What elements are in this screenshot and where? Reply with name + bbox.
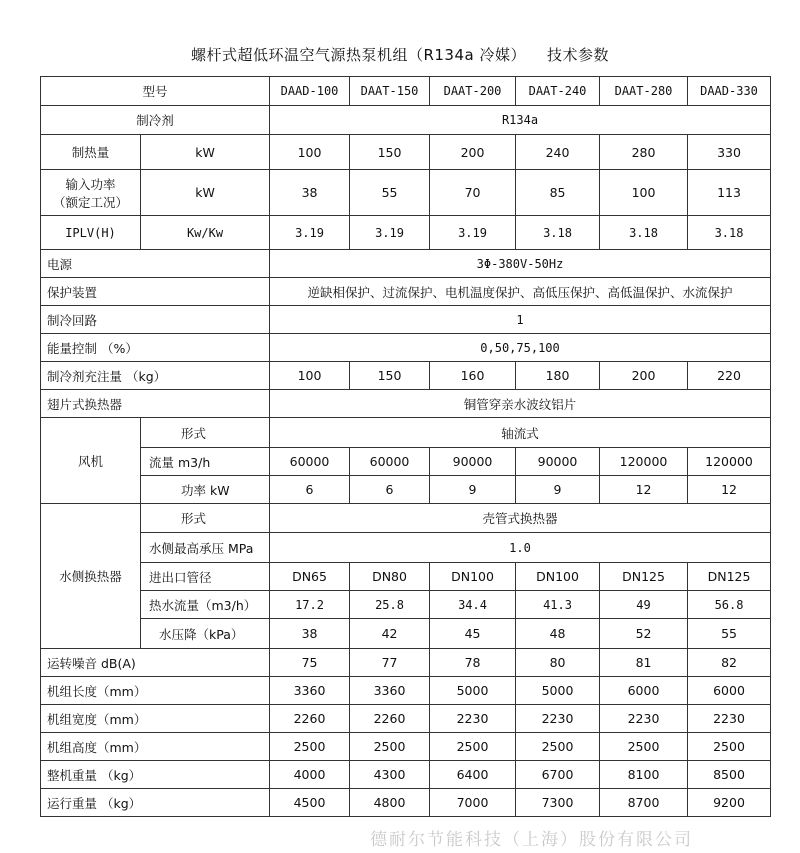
fan-flow-cell: 60000 (270, 448, 350, 476)
model-label: 型号 (41, 77, 270, 106)
fin-hx-value: 铜管穿亲水波纹铝片 (270, 390, 771, 418)
model-cell: DAAD-330 (688, 77, 771, 106)
row-height (41, 733, 771, 761)
row-protection (41, 278, 771, 306)
row-fan-power (41, 476, 771, 504)
water-pressure-value: 1.0 (270, 533, 771, 563)
iplv-cell: 3.18 (688, 216, 771, 250)
width-cell: 2260 (350, 705, 430, 733)
document-title: 螺杆式超低环温空气源热泵机组（R134a 冷媒） 技术参数 (190, 46, 610, 64)
row-fan-flow (41, 448, 771, 476)
heating-cell: 200 (430, 135, 516, 170)
length-label: 机组长度（mm） (41, 677, 270, 705)
weight-cell: 8100 (600, 761, 688, 789)
length-cell: 6000 (688, 677, 771, 705)
charge-cell: 150 (350, 362, 430, 390)
width-cell: 2230 (600, 705, 688, 733)
row-model (41, 77, 771, 106)
row-width (41, 705, 771, 733)
input-power-cell: 100 (600, 170, 688, 216)
heating-cell: 330 (688, 135, 771, 170)
weight-cell: 6400 (430, 761, 516, 789)
row-circuit (41, 306, 771, 334)
water-drop-cell: 42 (350, 619, 430, 649)
noise-cell: 78 (430, 649, 516, 677)
fan-flow-cell: 90000 (516, 448, 600, 476)
water-drop-cell: 48 (516, 619, 600, 649)
water-pipe-cell: DN125 (600, 563, 688, 591)
power-supply-value: 3Φ-380V-50Hz (270, 250, 771, 278)
fan-type-value: 轴流式 (270, 418, 771, 448)
water-pressure-label: 水侧最高承压 MPa (141, 533, 270, 563)
fan-power-cell: 9 (430, 476, 516, 504)
weight-label: 整机重量 （kg） (41, 761, 270, 789)
charge-cell: 100 (270, 362, 350, 390)
water-flow-cell: 49 (600, 591, 688, 619)
company-watermark: 德耐尔节能科技（上海）股份有限公司 (370, 830, 693, 850)
weight-cell: 4300 (350, 761, 430, 789)
row-fin-hx (41, 390, 771, 418)
noise-cell: 81 (600, 649, 688, 677)
operating-weight-cell: 8700 (600, 789, 688, 817)
width-cell: 2230 (516, 705, 600, 733)
height-cell: 2500 (430, 733, 516, 761)
fan-flow-cell: 90000 (430, 448, 516, 476)
refrigerant-value: R134a (270, 106, 771, 135)
water-flow-label: 热水流量（m3/h） (141, 591, 270, 619)
fan-power-cell: 12 (688, 476, 771, 504)
height-cell: 2500 (516, 733, 600, 761)
heating-cell: 150 (350, 135, 430, 170)
input-power-label (41, 170, 141, 216)
water-pipe-cell: DN65 (270, 563, 350, 591)
noise-cell: 77 (350, 649, 430, 677)
fan-power-cell: 12 (600, 476, 688, 504)
input-power-cell: 55 (350, 170, 430, 216)
power-supply-label: 电源 (41, 250, 270, 278)
model-cell: DAAD-100 (270, 77, 350, 106)
water-drop-label: 水压降（kPa） (141, 619, 270, 649)
iplv-label: IPLV(H) (41, 216, 141, 250)
water-flow-cell: 25.8 (350, 591, 430, 619)
protection-value: 逆缺相保护、过流保护、电机温度保护、高低压保护、高低温保护、水流保护 (270, 278, 771, 306)
spec-table (40, 76, 771, 817)
water-hx-label: 水侧换热器 (41, 504, 141, 649)
noise-label: 运转噪音 dB(A) (41, 649, 270, 677)
input-power-cell: 70 (430, 170, 516, 216)
row-water-flow (41, 591, 771, 619)
row-operating-weight (41, 789, 771, 817)
iplv-unit: Kw/Kw (141, 216, 270, 250)
iplv-cell: 3.18 (516, 216, 600, 250)
height-cell: 2500 (600, 733, 688, 761)
length-cell: 5000 (516, 677, 600, 705)
circuit-value: 1 (270, 306, 771, 334)
row-fan-type (41, 418, 771, 448)
row-length (41, 677, 771, 705)
charge-cell: 180 (516, 362, 600, 390)
noise-cell: 80 (516, 649, 600, 677)
model-cell: DAAT-150 (350, 77, 430, 106)
water-pipe-cell: DN125 (688, 563, 771, 591)
heating-cell: 240 (516, 135, 600, 170)
weight-cell: 4000 (270, 761, 350, 789)
length-cell: 3360 (350, 677, 430, 705)
operating-weight-cell: 7000 (430, 789, 516, 817)
fan-flow-cell: 60000 (350, 448, 430, 476)
heating-label: 制热量 (41, 135, 141, 170)
fan-power-cell: 6 (350, 476, 430, 504)
width-cell: 2230 (430, 705, 516, 733)
heating-cell: 100 (270, 135, 350, 170)
water-flow-cell: 34.4 (430, 591, 516, 619)
width-cell: 2230 (688, 705, 771, 733)
refrigerant-label: 制冷剂 (41, 106, 270, 135)
fan-power-label: 功率 kW (141, 476, 270, 504)
iplv-cell: 3.18 (600, 216, 688, 250)
row-refrigerant (41, 106, 771, 135)
input-power-label-line1: 输入功率 (65, 176, 116, 192)
charge-cell: 220 (688, 362, 771, 390)
model-cell: DAAT-200 (430, 77, 516, 106)
capacity-control-value: 0,50,75,100 (270, 334, 771, 362)
fan-type-label: 形式 (141, 418, 270, 448)
height-cell: 2500 (350, 733, 430, 761)
row-charge (41, 362, 771, 390)
water-hx-type-label: 形式 (141, 504, 270, 533)
input-power-cell: 85 (516, 170, 600, 216)
input-power-unit: kW (141, 170, 270, 216)
water-pipe-label: 进出口管径 (141, 563, 270, 591)
water-flow-cell: 17.2 (270, 591, 350, 619)
charge-label: 制冷剂充注量 （kg） (41, 362, 270, 390)
row-input-power (41, 170, 771, 216)
height-cell: 2500 (688, 733, 771, 761)
fan-flow-label: 流量 m3/h (141, 448, 270, 476)
iplv-cell: 3.19 (430, 216, 516, 250)
row-iplv (41, 216, 771, 250)
row-water-hx-type (41, 504, 771, 533)
input-power-cell: 38 (270, 170, 350, 216)
water-flow-cell: 56.8 (688, 591, 771, 619)
model-cell: DAAT-240 (516, 77, 600, 106)
length-cell: 3360 (270, 677, 350, 705)
length-cell: 6000 (600, 677, 688, 705)
water-flow-cell: 41.3 (516, 591, 600, 619)
fin-hx-label: 翅片式换热器 (41, 390, 270, 418)
noise-cell: 75 (270, 649, 350, 677)
height-cell: 2500 (270, 733, 350, 761)
heating-cell: 280 (600, 135, 688, 170)
weight-cell: 8500 (688, 761, 771, 789)
height-label: 机组高度（mm） (41, 733, 270, 761)
length-cell: 5000 (430, 677, 516, 705)
water-pipe-cell: DN100 (430, 563, 516, 591)
row-water-drop (41, 619, 771, 649)
water-hx-type-value: 壳管式换热器 (270, 504, 771, 533)
protection-label: 保护装置 (41, 278, 270, 306)
row-noise (41, 649, 771, 677)
capacity-control-label: 能量控制 （%） (41, 334, 270, 362)
fan-power-cell: 6 (270, 476, 350, 504)
water-drop-cell: 38 (270, 619, 350, 649)
operating-weight-cell: 4500 (270, 789, 350, 817)
operating-weight-label: 运行重量 （kg） (41, 789, 270, 817)
fan-flow-cell: 120000 (600, 448, 688, 476)
operating-weight-cell: 9200 (688, 789, 771, 817)
heating-unit: kW (141, 135, 270, 170)
charge-cell: 160 (430, 362, 516, 390)
fan-flow-cell: 120000 (688, 448, 771, 476)
operating-weight-cell: 4800 (350, 789, 430, 817)
noise-cell: 82 (688, 649, 771, 677)
weight-cell: 6700 (516, 761, 600, 789)
iplv-cell: 3.19 (350, 216, 430, 250)
input-power-label-line2: （额定工况） (52, 194, 128, 210)
row-water-pressure (41, 533, 771, 563)
circuit-label: 制冷回路 (41, 306, 270, 334)
water-pipe-cell: DN80 (350, 563, 430, 591)
operating-weight-cell: 7300 (516, 789, 600, 817)
water-pipe-cell: DN100 (516, 563, 600, 591)
row-water-pipe (41, 563, 771, 591)
water-drop-cell: 55 (688, 619, 771, 649)
width-label: 机组宽度（mm） (41, 705, 270, 733)
row-heating (41, 135, 771, 170)
water-drop-cell: 52 (600, 619, 688, 649)
input-power-cell: 113 (688, 170, 771, 216)
row-capacity-control (41, 334, 771, 362)
fan-power-cell: 9 (516, 476, 600, 504)
charge-cell: 200 (600, 362, 688, 390)
row-power-supply (41, 250, 771, 278)
width-cell: 2260 (270, 705, 350, 733)
model-cell: DAAT-280 (600, 77, 688, 106)
row-weight (41, 761, 771, 789)
water-drop-cell: 45 (430, 619, 516, 649)
fan-label: 风机 (41, 418, 141, 504)
iplv-cell: 3.19 (270, 216, 350, 250)
